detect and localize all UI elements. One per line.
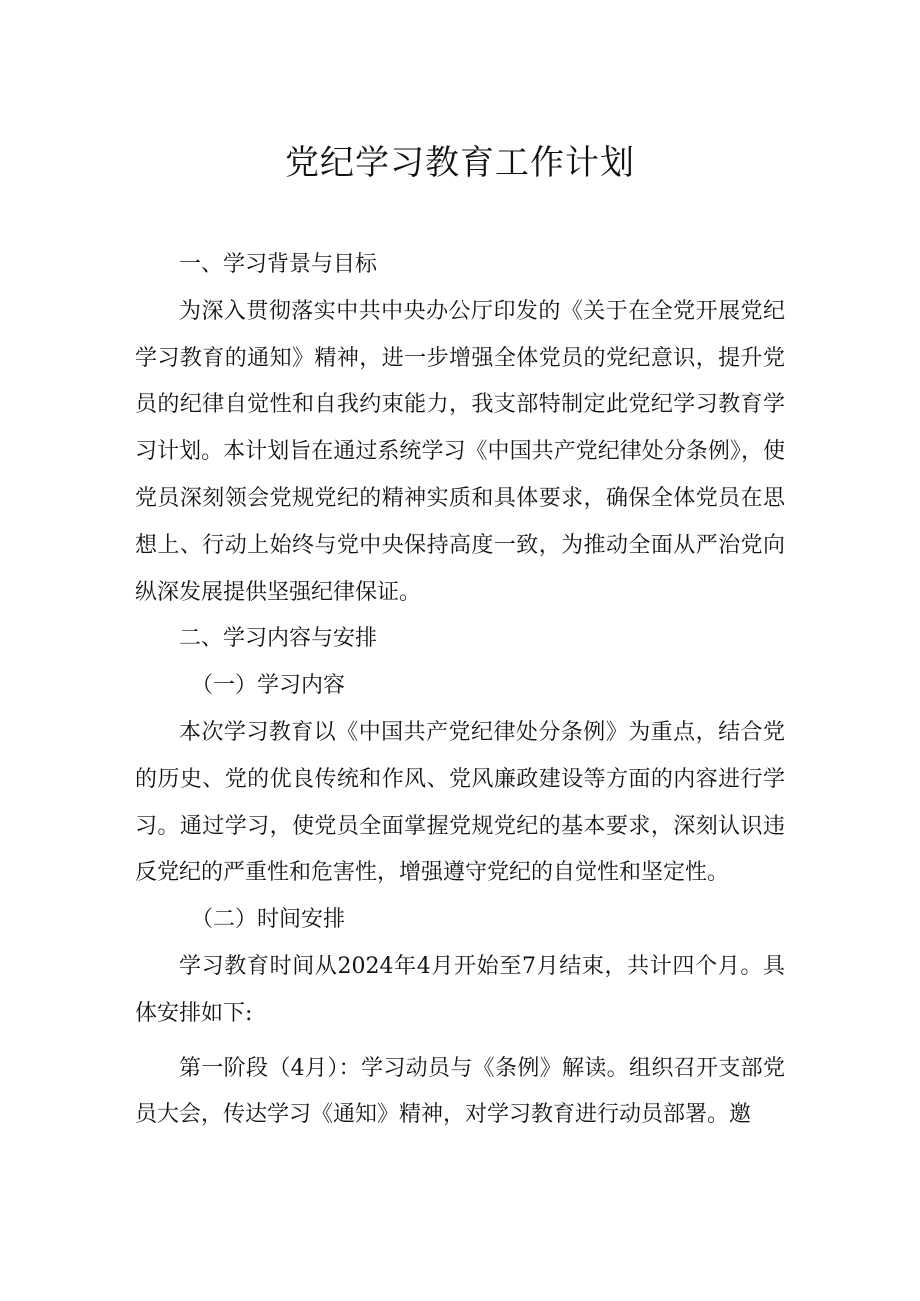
document-body — [135, 242, 785, 1139]
paragraph-phase-one: 第一阶段（4月）：学习动员与《条例》解读。组织召开支部党员大会，传达学习《通知》精神，对学习教育进行动员部署。邀 — [135, 1055, 785, 1128]
section-heading-content: 二、学习内容与安排 — [179, 626, 378, 652]
paragraph-content: 本次学习教育以《中国共产党纪律处分条例》为重点，结合党的历史、党的优良传统和作风、党风廉政建设等方面的内容进行学习。通过学习，使党员全面掌握党规党纪的基本要求，深刻认识违反党纪的严重性和危害性，增强遵守党纪的自觉性和坚定性。 — [135, 719, 785, 886]
paragraph-background: 为深入贯彻落实中共中央办公厅印发的《关于在全党开展党纪学习教育的通知》精神，进一步增强全体党员的党纪意识，提升党员的纪律自觉性和自我约束能力，我支部特制定此党纪学习教育学习计划。本计划旨在通过系统学习《中国共产党纪律处分条例》，使党员深刻领会党规党纪的精神实质和具体要求，确保全体党员在思想上、行动上始终与党中央保持高度一致，为推动全面从严治党向纵深发展提供坚强纪律保证。 — [135, 298, 785, 605]
section-heading-background: 一、学习背景与目标 — [179, 252, 378, 277]
paragraph-schedule: 学习教育时间从2024年4月开始至7月结束，共计四个月。具体安排如下: — [135, 953, 785, 1026]
subsection-heading-schedule: （二）时间安排 — [191, 907, 346, 933]
subsection-heading-content: （一）学习内容 — [191, 673, 346, 699]
document-title: 党纪学习教育工作计划 — [285, 143, 635, 183]
